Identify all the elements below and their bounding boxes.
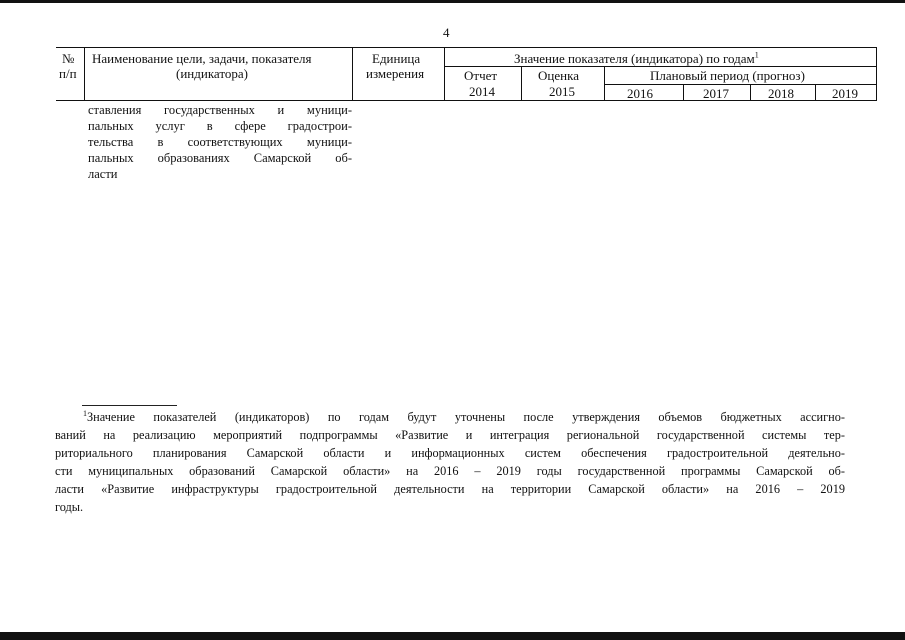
- report-year: 2014: [469, 84, 495, 99]
- estimate-year: 2015: [549, 84, 575, 99]
- unit-col-header: Единица: [372, 51, 421, 66]
- body-line: ставления государственных и муници-: [88, 103, 352, 117]
- plan-year-2018: 2018: [768, 86, 794, 101]
- value-group-header: Значение показателя (индикатора) по годам$^1$: [514, 50, 759, 66]
- page-number: 4: [443, 25, 450, 40]
- body-line: тельства в соответствующих муници-: [88, 135, 352, 149]
- num-col-header-sub: п/п: [59, 66, 77, 81]
- footnote-line: годы.: [55, 500, 84, 514]
- plan-year-2017: 2017: [703, 86, 729, 101]
- plan-period-label: Плановый период (прогноз): [650, 68, 805, 83]
- footnote-line: ваний на реализацию мероприятий подпрограммы «Развитие и интеграция региональной государственной системы тер-: [55, 428, 845, 442]
- bottom-border: [0, 632, 905, 640]
- name-col-header: Наименование цели, задачи, показателя: [92, 51, 312, 66]
- name-col-header-sub: (индикатора): [176, 66, 248, 81]
- num-col-header: №: [62, 51, 75, 66]
- footnote-line: $^1$Значение показателей (индикаторов) по годам будут уточнены после утверждения объемов бюджетных ассигно-: [83, 408, 845, 424]
- footnote-line: риториального планирования Самарской области и информационных систем обеспечения градостроительной деятельно-: [55, 446, 845, 460]
- body-line: пальных образованиях Самарской об-: [88, 151, 352, 165]
- footnote-line: ласти «Развитие инфраструктуры градостроительной деятельности на территории Самарской области» на 2016 – 2019: [55, 482, 845, 496]
- indicator-name-continuation: [88, 102, 352, 182]
- plan-year-2019: 2019: [832, 86, 858, 101]
- body-line: пальных услуг в сфере градострои-: [88, 119, 352, 133]
- unit-col-header-sub: измерения: [366, 66, 425, 81]
- footnote: [55, 408, 845, 516]
- report-label: Отчет: [464, 68, 498, 83]
- estimate-label: Оценка: [538, 68, 579, 83]
- body-line: ласти: [88, 167, 118, 181]
- footnote-separator: [82, 405, 177, 406]
- top-border: [0, 0, 905, 3]
- footnote-line: сти муниципальных образований Самарской области» на 2016 – 2019 годы государственной программы Самарской об-: [55, 464, 845, 478]
- footnote-mark: 1: [83, 408, 87, 418]
- plan-year-2016: 2016: [627, 86, 653, 101]
